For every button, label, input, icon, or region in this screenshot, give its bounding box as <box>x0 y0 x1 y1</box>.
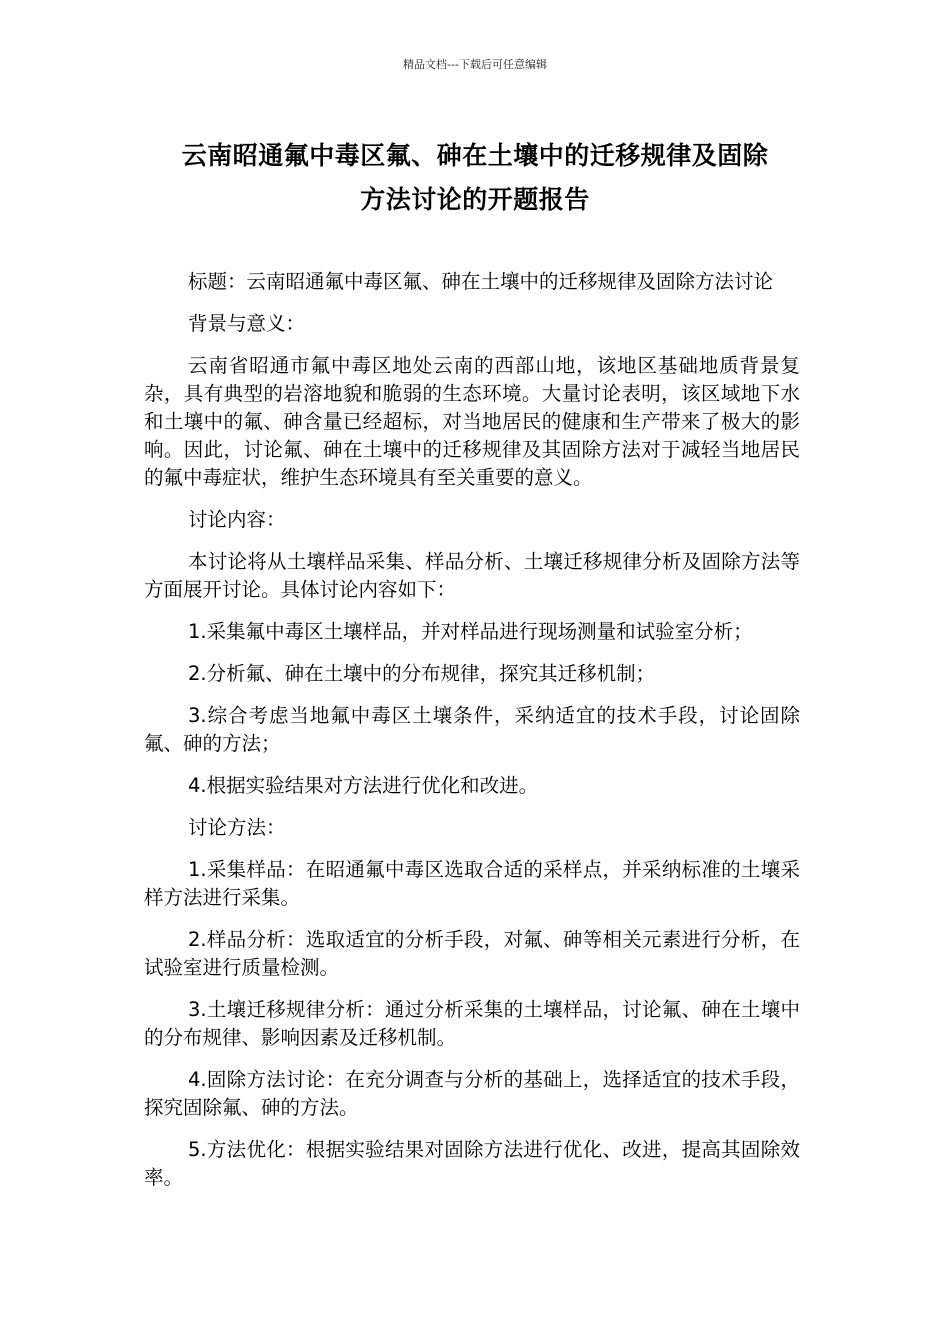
document-title <box>120 134 830 222</box>
paragraph-background: 云南省昭通市氟中毒区地处云南的西部山地，该地区基础地质背景复杂，具有典型的岩溶地貌和脆弱的生态环境。大量讨论表明，该区域地下水和土壤中的氟、砷含量已经超标，对当地居民的健康和生产带来了极大的影响。因此，讨论氟、砷在土壤中的迁移规律及其固除方法对于减轻当地居民的氟中毒症状，维护生态环境具有至关重要的意义。 <box>144 354 800 489</box>
title-line-1: 云南昭通氟中毒区氟、砷在土壤中的迁移规律及固除 <box>181 141 769 170</box>
method-item-3: 3.土壤迁移规律分析：通过分析采集的土壤样品，讨论氟、砷在土壤中的分布规律、影响因素及迁移机制。 <box>144 998 800 1049</box>
method-item-1: 1.采集样品：在昭通氟中毒区选取合适的采样点，并采纳标准的土壤采样方法进行采集。 <box>144 858 800 909</box>
method-item-5: 5.方法优化：根据实验结果对固除方法进行优化、改进，提高其固除效率。 <box>144 1138 800 1189</box>
heading-content: 讨论内容： <box>188 508 286 531</box>
paragraph-title: 标题：云南昭通氟中毒区氟、砷在土壤中的迁移规律及固除方法讨论 <box>188 270 774 293</box>
header-note: 精品文档---下载后可任意编辑 <box>403 58 547 71</box>
heading-background: 背景与意义： <box>188 312 306 335</box>
method-item-4: 4.固除方法讨论：在充分调查与分析的基础上，选择适宜的技术手段，探究固除氟、砷的方法。 <box>144 1068 800 1119</box>
content-item-4: 4.根据实验结果对方法进行优化和改进。 <box>188 774 539 797</box>
paragraph-content-intro: 本讨论将从土壤样品采集、样品分析、土壤迁移规律分析及固除方法等方面展开讨论。具体讨论内容如下： <box>144 550 800 601</box>
heading-method: 讨论方法： <box>188 816 286 839</box>
document-body <box>144 268 800 1206</box>
content-item-3: 3.综合考虑当地氟中毒区土壤条件，采纳适宜的技术手段，讨论固除氟、砷的方法； <box>144 704 800 755</box>
method-item-2: 2.样品分析：选取适宜的分析手段，对氟、砷等相关元素进行分析，在试验室进行质量检测。 <box>144 928 800 979</box>
content-item-1: 1.采集氟中毒区土壤样品，并对样品进行现场测量和试验室分析； <box>188 620 753 643</box>
content-item-2: 2.分析氟、砷在土壤中的分布规律，探究其迁移机制； <box>188 662 656 685</box>
title-line-2: 方法讨论的开题报告 <box>360 185 590 214</box>
